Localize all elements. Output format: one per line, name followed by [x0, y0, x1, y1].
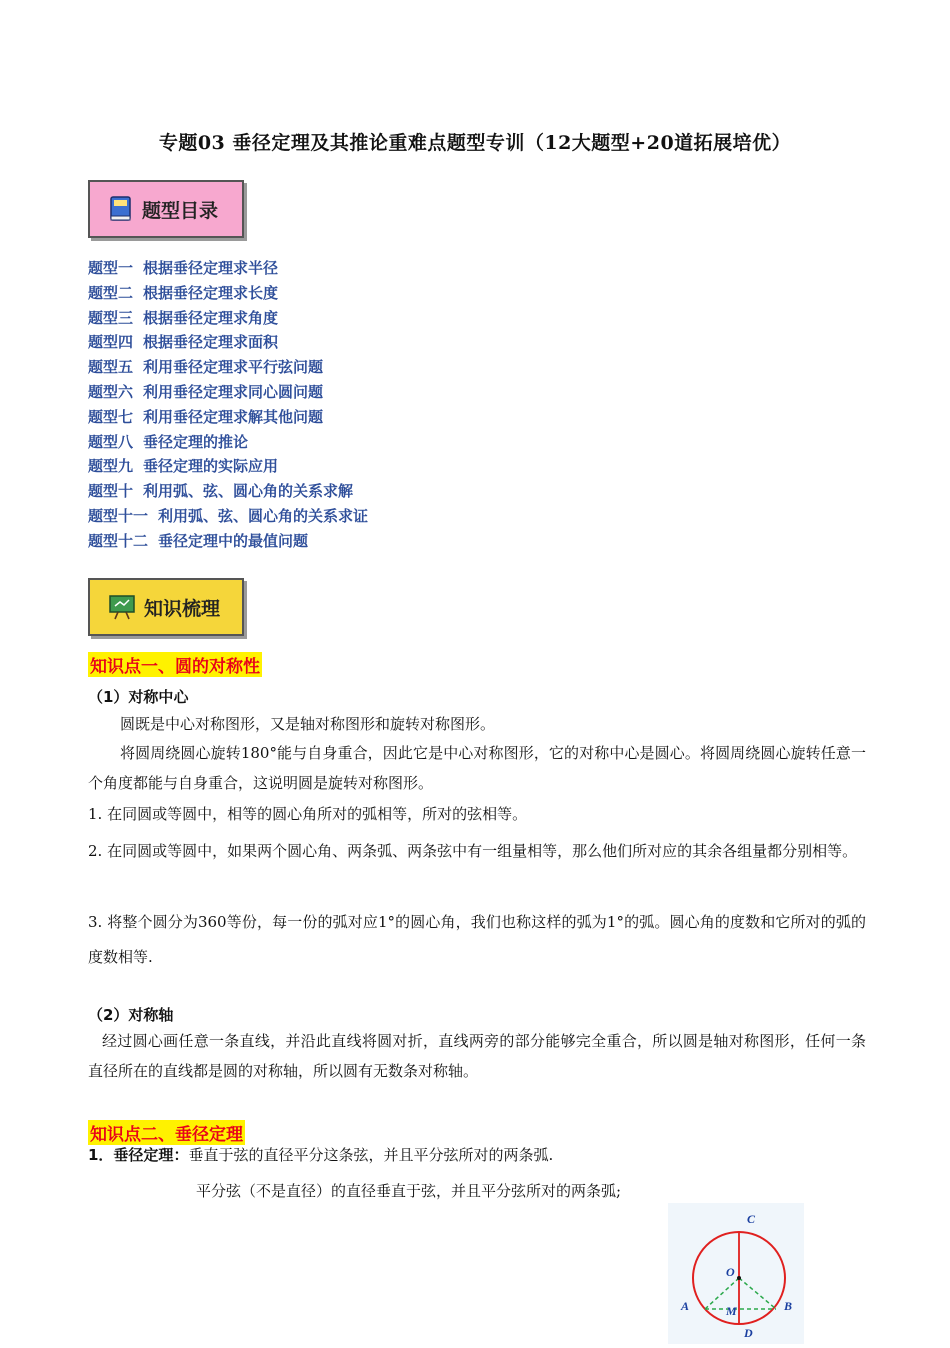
toc-item[interactable]: 题型五 利用垂径定理求平行弦问题: [88, 358, 324, 377]
kp1-item1: 1. 在同圆或等圆中，相等的圆心角所对的弧相等，所对的弦相等。: [88, 805, 528, 823]
kp1-p3: 经过圆心画任意一条直线，并沿此直线将圆对折，直线两旁的部分能够完全重合，所以圆是轴对称图形，任何一条直径所在的直线都是圆的对称轴，所以圆有无数条对称轴。: [88, 1032, 866, 1080]
toc-item[interactable]: 题型四 根据垂径定理求面积: [88, 333, 279, 352]
toc-item[interactable]: 题型八 垂径定理的推论: [88, 432, 249, 451]
toc-item[interactable]: 题型三 根据垂径定理求角度: [88, 308, 279, 327]
label-b: B: [784, 1299, 793, 1313]
toc-item[interactable]: 题型六 利用垂径定理求同心圆问题: [88, 382, 324, 401]
kp2-text: 垂直于弦的直径平分这条弦，并且平分弦所对的两条弧.: [188, 1146, 554, 1164]
kp2-heading: 知识点二、垂径定理: [88, 1120, 245, 1145]
toc-item[interactable]: 题型九 垂径定理的实际应用: [88, 457, 279, 476]
label-m: M: [726, 1304, 737, 1318]
toc-item[interactable]: 题型一 根据垂径定理求半径: [88, 259, 279, 277]
toc-list: [88, 256, 368, 554]
toc-banner-label: 题型目录: [142, 199, 219, 222]
toc-banner: [88, 180, 244, 238]
kp1-p1: 圆既是中心对称图形，又是轴对称图形和旋转对称图形。: [120, 715, 496, 733]
toc-item[interactable]: 题型二 根据垂径定理求长度: [88, 283, 279, 302]
knowledge-banner: [88, 578, 244, 636]
blackboard-icon: [108, 594, 136, 620]
center-point: [737, 1276, 741, 1280]
toc-item[interactable]: 题型十二 垂径定理中的最值问题: [88, 531, 309, 550]
toc-item[interactable]: 题型十一 利用弧、弦、圆心角的关系求证: [88, 506, 369, 525]
kp1-item2: 2. 在同圆或等圆中，如果两个圆心角、两条弧、两条弦中有一组量相等，那么他们所对应的其余各组量都分别相等。: [88, 842, 858, 860]
kp2-theorem: [88, 1140, 866, 1170]
radius-ob: [739, 1278, 776, 1309]
kp2-label: 1．垂径定理：: [88, 1146, 189, 1164]
circle-diagram: [668, 1203, 804, 1344]
kp1-sub1: （1）对称中心: [88, 688, 189, 706]
kp1-p2: 将圆周绕圆心旋转180°能与自身重合，因此它是中心对称图形，它的对称中心是圆心。将圆周绕圆心旋转任意一个角度都能与自身重合，这说明圆是旋转对称图形。: [88, 744, 866, 792]
label-c: C: [747, 1212, 756, 1226]
circle-diagram-svg: [668, 1203, 804, 1344]
kp2-text2: 平分弦（不是直径）的直径垂直于弦，并且平分弦所对的两条弧;: [196, 1182, 622, 1200]
kp1-heading: 知识点一、圆的对称性: [88, 652, 262, 677]
kp1-item3: 3. 将整个圆分为360等份，每一份的弧对应1°的圆心角，我们也称这样的弧为1°的弧。圆心角的度数和它所对的弧的度数相等.: [88, 913, 866, 966]
label-a: A: [681, 1299, 690, 1313]
toc-item[interactable]: 题型十 利用弧、弦、圆心角的关系求解: [88, 482, 354, 501]
knowledge-banner-label: 知识梳理: [144, 597, 221, 620]
page-title: 专题03 垂径定理及其推论重难点题型专训（12大题型+20道拓展培优）: [158, 132, 792, 154]
label-d: D: [744, 1326, 753, 1340]
label-o: O: [726, 1265, 735, 1279]
book-icon: [108, 195, 134, 223]
toc-item[interactable]: 题型七 利用垂径定理求解其他问题: [88, 407, 324, 426]
kp1-sub2: （2）对称轴: [88, 1006, 174, 1024]
